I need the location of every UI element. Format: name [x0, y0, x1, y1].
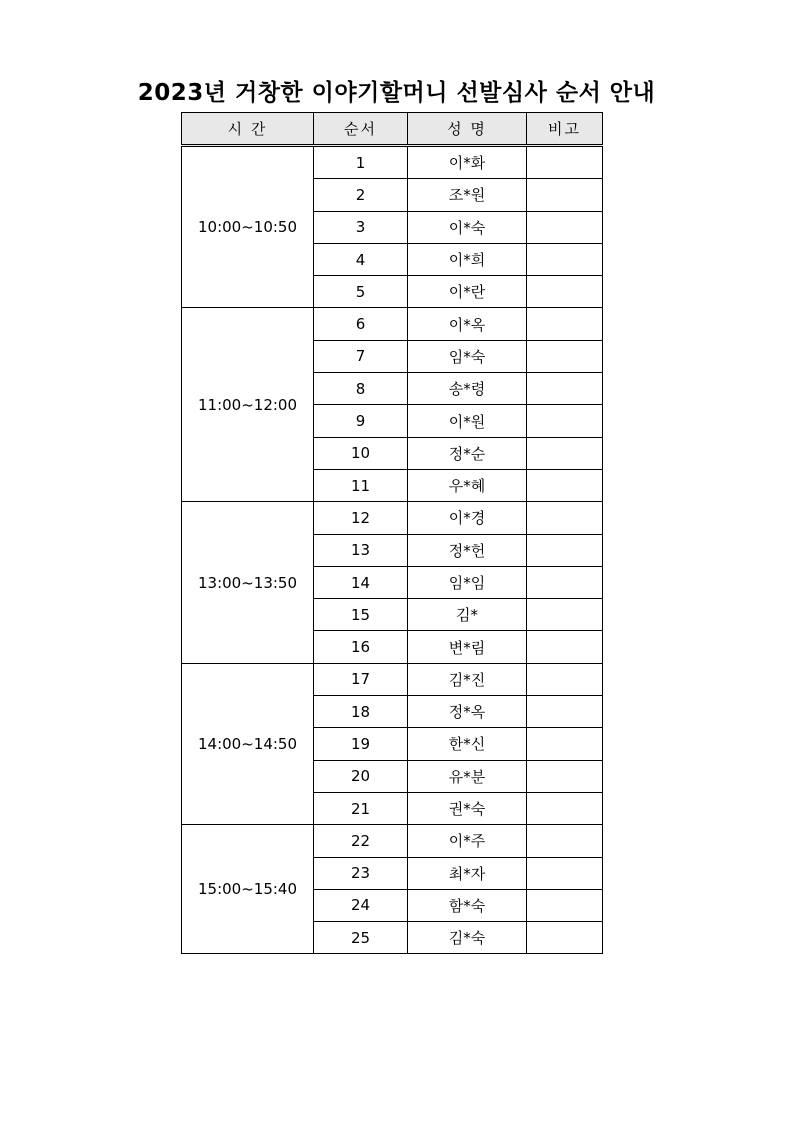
name-cell: 이*원 — [408, 405, 527, 437]
note-cell — [527, 243, 603, 275]
order-cell: 25 — [314, 922, 408, 954]
order-cell: 18 — [314, 696, 408, 728]
name-cell: 정*순 — [408, 437, 527, 469]
name-cell: 임*숙 — [408, 340, 527, 372]
table-row — [182, 663, 603, 695]
note-cell — [527, 825, 603, 857]
order-cell: 5 — [314, 276, 408, 308]
header-order: 순서 — [314, 113, 408, 146]
order-cell: 19 — [314, 728, 408, 760]
name-cell: 송*령 — [408, 373, 527, 405]
note-cell — [527, 599, 603, 631]
order-cell: 10 — [314, 437, 408, 469]
note-cell — [527, 276, 603, 308]
order-cell: 16 — [314, 631, 408, 663]
header-note: 비고 — [527, 113, 603, 146]
note-cell — [527, 534, 603, 566]
name-cell: 정*헌 — [408, 534, 527, 566]
note-cell — [527, 760, 603, 792]
header-row — [182, 113, 603, 146]
name-cell: 임*임 — [408, 566, 527, 598]
note-cell — [527, 922, 603, 954]
order-cell: 3 — [314, 211, 408, 243]
note-cell — [527, 405, 603, 437]
note-cell — [527, 566, 603, 598]
schedule-table — [181, 112, 603, 954]
note-cell — [527, 373, 603, 405]
name-cell: 권*숙 — [408, 792, 527, 824]
name-cell: 이*주 — [408, 825, 527, 857]
name-cell: 변*림 — [408, 631, 527, 663]
table-row — [182, 825, 603, 857]
note-cell — [527, 308, 603, 340]
order-cell: 9 — [314, 405, 408, 437]
time-slot-cell: 14:00~14:50 — [182, 663, 314, 824]
name-cell: 최*자 — [408, 857, 527, 889]
name-cell: 김* — [408, 599, 527, 631]
note-cell — [527, 179, 603, 211]
order-cell: 17 — [314, 663, 408, 695]
name-cell: 조*원 — [408, 179, 527, 211]
note-cell — [527, 340, 603, 372]
order-cell: 2 — [314, 179, 408, 211]
name-cell: 이*경 — [408, 502, 527, 534]
note-cell — [527, 696, 603, 728]
order-cell: 6 — [314, 308, 408, 340]
name-cell: 이*옥 — [408, 308, 527, 340]
note-cell — [527, 469, 603, 501]
order-cell: 15 — [314, 599, 408, 631]
header-name: 성 명 — [408, 113, 527, 146]
note-cell — [527, 146, 603, 179]
time-slot-cell: 10:00~10:50 — [182, 146, 314, 308]
note-cell — [527, 502, 603, 534]
order-cell: 24 — [314, 889, 408, 921]
table-row — [182, 502, 603, 534]
name-cell: 이*화 — [408, 146, 527, 179]
order-cell: 4 — [314, 243, 408, 275]
order-cell: 11 — [314, 469, 408, 501]
order-cell: 22 — [314, 825, 408, 857]
name-cell: 우*혜 — [408, 469, 527, 501]
name-cell: 정*옥 — [408, 696, 527, 728]
time-slot-cell: 15:00~15:40 — [182, 825, 314, 954]
name-cell: 함*숙 — [408, 889, 527, 921]
order-cell: 7 — [314, 340, 408, 372]
name-cell: 이*희 — [408, 243, 527, 275]
order-cell: 1 — [314, 146, 408, 179]
table-header — [182, 113, 603, 146]
header-time: 시 간 — [182, 113, 314, 146]
table-body — [182, 146, 603, 954]
name-cell: 한*신 — [408, 728, 527, 760]
order-cell: 13 — [314, 534, 408, 566]
order-cell: 12 — [314, 502, 408, 534]
note-cell — [527, 211, 603, 243]
note-cell — [527, 857, 603, 889]
table-row — [182, 146, 603, 179]
name-cell: 이*숙 — [408, 211, 527, 243]
order-cell: 20 — [314, 760, 408, 792]
order-cell: 14 — [314, 566, 408, 598]
name-cell: 이*란 — [408, 276, 527, 308]
name-cell: 김*숙 — [408, 922, 527, 954]
name-cell: 유*분 — [408, 760, 527, 792]
note-cell — [527, 728, 603, 760]
note-cell — [527, 792, 603, 824]
document-title: 2023년 거창한 이야기할머니 선발심사 순서 안내 — [137, 80, 656, 106]
table-row — [182, 308, 603, 340]
order-cell: 21 — [314, 792, 408, 824]
time-slot-cell: 13:00~13:50 — [182, 502, 314, 663]
name-cell: 김*진 — [408, 663, 527, 695]
note-cell — [527, 663, 603, 695]
note-cell — [527, 631, 603, 663]
order-cell: 23 — [314, 857, 408, 889]
order-cell: 8 — [314, 373, 408, 405]
note-cell — [527, 437, 603, 469]
time-slot-cell: 11:00~12:00 — [182, 308, 314, 502]
note-cell — [527, 889, 603, 921]
